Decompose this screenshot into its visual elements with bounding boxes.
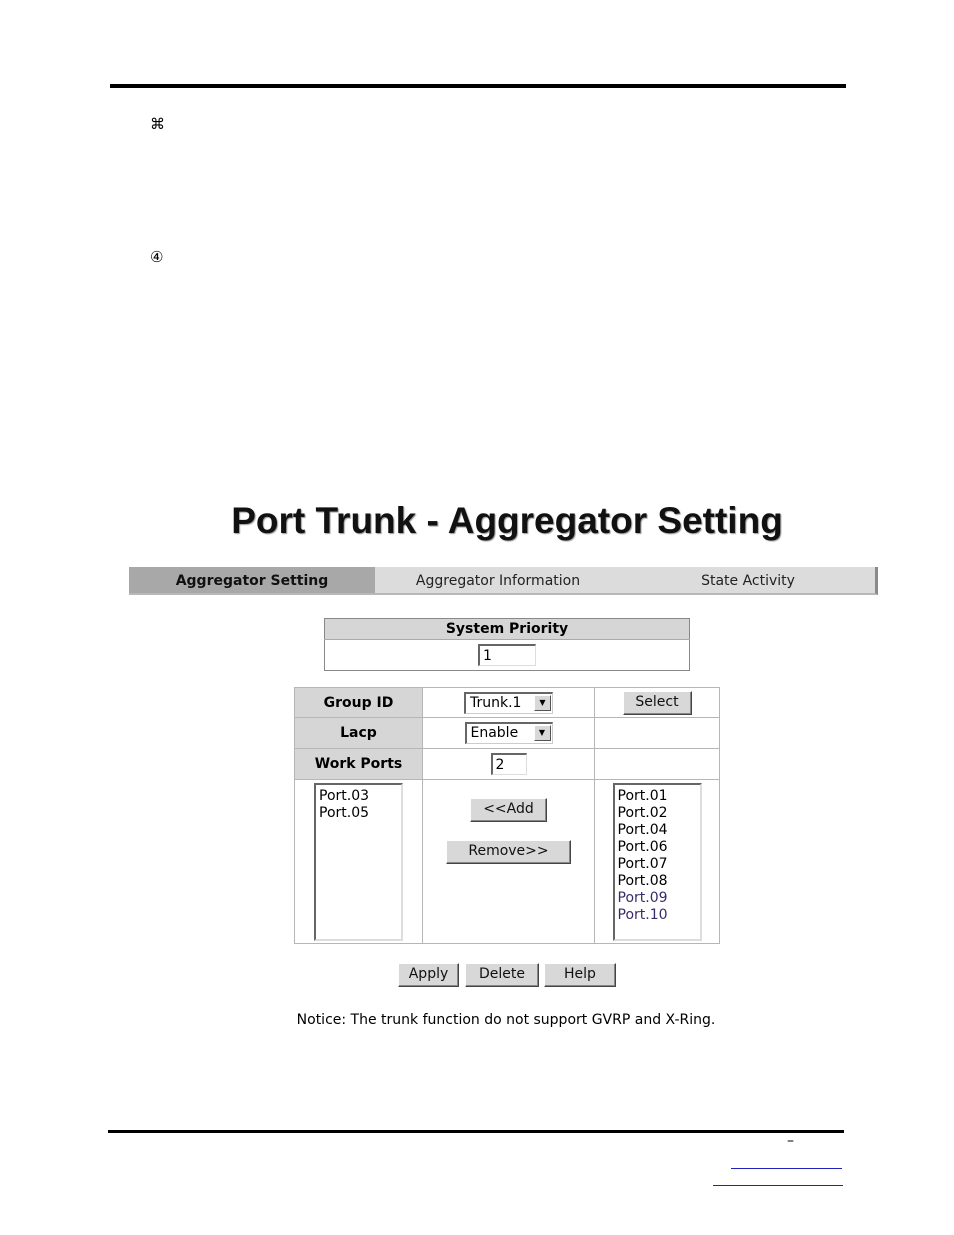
list-item[interactable]: Port.06 <box>617 838 668 855</box>
tab-state-activity[interactable]: State Activity <box>621 567 878 595</box>
list-item[interactable]: Port.01 <box>617 787 668 804</box>
system-priority-input[interactable]: 1 <box>478 644 536 666</box>
circled-four-icon: ④ <box>150 248 164 266</box>
tab-bar <box>129 567 878 595</box>
command-symbol-icon: ⌘ <box>150 115 165 133</box>
tab-aggregator-information[interactable]: Aggregator Information <box>375 567 624 595</box>
header-rule <box>110 84 846 88</box>
group-id-value: Trunk.1 <box>470 694 522 711</box>
tab-aggregator-setting[interactable]: Aggregator Setting <box>129 567 378 595</box>
list-item[interactable]: Port.05 <box>319 804 370 821</box>
list-item[interactable]: Port.07 <box>617 855 668 872</box>
add-button[interactable]: <<Add <box>470 798 547 822</box>
lacp-select[interactable] <box>465 722 553 744</box>
work-ports-input[interactable]: 2 <box>491 753 527 775</box>
footer-rule <box>108 1130 844 1133</box>
group-id-label: Group ID <box>295 688 423 718</box>
apply-button[interactable]: Apply <box>398 963 459 987</box>
help-button[interactable]: Help <box>544 963 616 987</box>
aggregator-group-table <box>294 687 720 944</box>
list-item[interactable]: Port.04 <box>617 821 668 838</box>
lacp-label: Lacp <box>295 718 423 749</box>
lacp-value: Enable <box>470 725 519 741</box>
list-item[interactable]: Port.03 <box>319 787 370 804</box>
system-priority-table <box>324 618 690 671</box>
select-button[interactable]: Select <box>623 691 692 715</box>
list-item[interactable]: Port.10 <box>617 906 668 923</box>
list-item[interactable]: Port.09 <box>617 889 668 906</box>
dropdown-arrow-icon[interactable]: ▼ <box>534 695 551 711</box>
delete-button[interactable]: Delete <box>465 963 539 987</box>
member-ports-list[interactable] <box>314 783 403 941</box>
dropdown-arrow-icon[interactable]: ▼ <box>534 725 551 741</box>
footer-link-1[interactable] <box>731 1168 842 1169</box>
available-ports-list[interactable] <box>613 783 702 941</box>
list-item[interactable]: Port.08 <box>617 872 668 889</box>
trunk-notice: Notice: The trunk function do not support GVRP and X-Ring. <box>296 1012 716 1028</box>
system-priority-label: System Priority <box>325 619 690 640</box>
list-item[interactable]: Port.02 <box>617 804 668 821</box>
footer-link-2[interactable] <box>713 1185 843 1186</box>
group-id-select[interactable] <box>464 692 553 714</box>
remove-button[interactable]: Remove>> <box>446 840 571 864</box>
work-ports-label: Work Ports <box>295 749 423 780</box>
footer-dash: – <box>787 1133 794 1149</box>
page-title: Port Trunk - Aggregator Setting <box>231 500 783 541</box>
